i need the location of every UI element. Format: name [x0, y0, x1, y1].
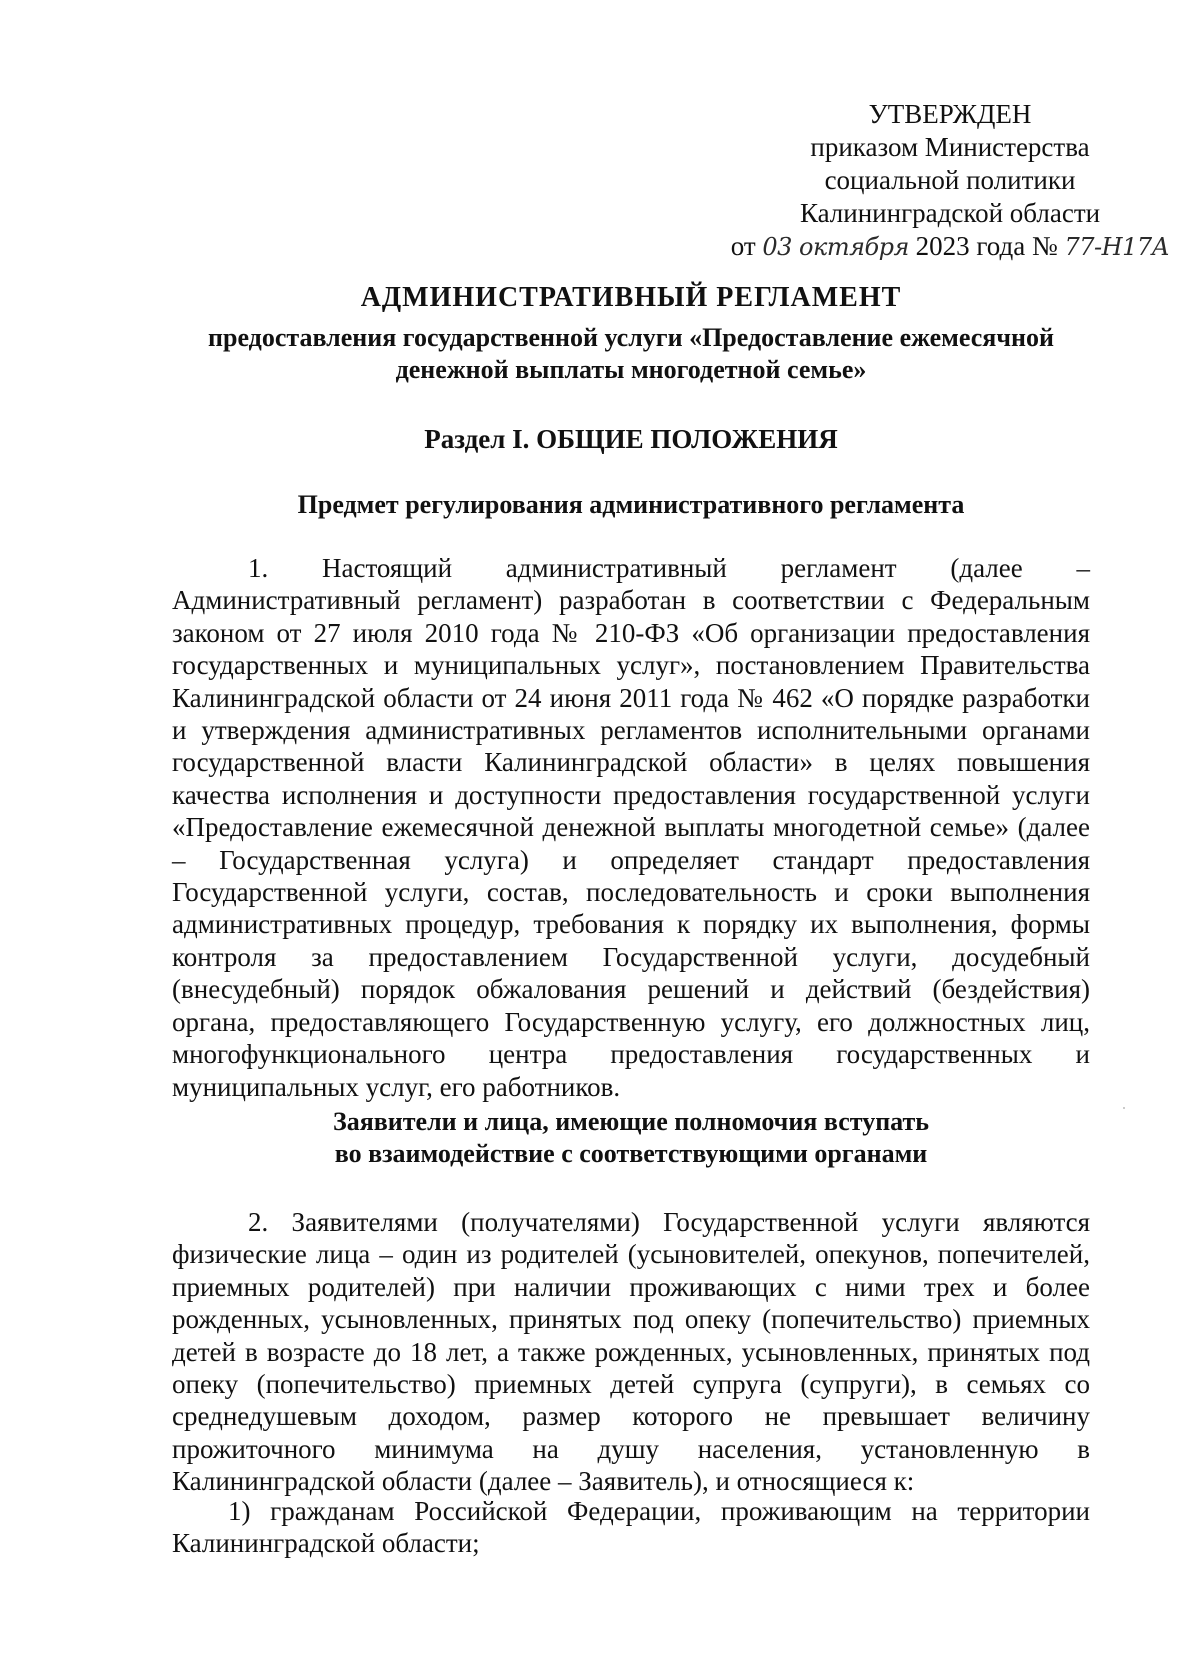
- applicants-heading-line-1: Заявители и лица, имеющие полномочия вступать: [332, 1107, 930, 1136]
- approval-label: УТВЕРЖДЕН: [868, 99, 1032, 129]
- document-subtitle-line-1: предоставления государственной услуги «Предоставление ежемесячной: [208, 323, 1054, 352]
- approval-date-line: [730, 230, 1170, 264]
- subject-heading: Предмет регулирования административного регламента: [297, 490, 965, 519]
- approval-ministry-line: социальной политики: [824, 165, 1076, 195]
- approval-date-prefix: от: [730, 231, 756, 261]
- approval-order-line: приказом Министерства: [810, 132, 1090, 162]
- handwritten-order-number: 77-Н17А: [1064, 233, 1170, 261]
- applicants-heading-line-2: во взаимодействие с соответствующими органами: [334, 1139, 928, 1168]
- document-title: АДМИНИСТРАТИВНЫЙ РЕГЛАМЕНТ: [360, 282, 902, 313]
- paragraph-1: 1. Настоящий административный регламент (далее – Административный регламент) разработан в соответствии с Федеральным законом от 27 июля 2010 года № 210-ФЗ «Об организации предоставления государственных и муниципальных услуг», постановлением Правительства Калининградской области от 24 июня 2011 года № 462 «О порядке разработки и утверждения административных регламентов исполнительными органами государственной власти Калининградской области» в целях повышения качества исполнения и доступности предоставления государственной услуги «Предоставление ежемесячной денежной выплаты многодетной семье» (далее – Государственная услуга) и определяет стандарт предоставления Государственной услуги, состав, последовательность и сроки выполнения административных процедур, требования к порядку их выполнения, формы контроля за предоставлением Государственной услуги, досудебный (внесудебный) порядок обжалования решений и действий (бездействия) органа, предоставляющего Государственную услугу, его должностных лиц, многофункционального центра предоставления государственных и муниципальных услуг, его работников.: [172, 553, 1090, 1102]
- applicants-heading: [170, 1106, 1092, 1170]
- approval-region-line: Калининградской области: [799, 198, 1101, 228]
- paragraph-2: 2. Заявителями (получателями) Государственной услуги являются физические лица – один из родителей (усыновителей, опекунов, попечителей, приемных родителей) при наличии проживающих с ними трех и более рожденных, усыновленных, принятых под опеку (попечительство) приемных детей в возрасте до 18 лет, а также рожденных, усыновленных, принятых под опеку (попечительство) приемных детей супруга (супруги), в семьях со среднедушевым доходом, размер которого не превышает величину прожиточного минимума на душу населения, установленную в Калининградской области (далее – Заявитель), и относящиеся к:: [172, 1207, 1090, 1497]
- approval-stamp: [730, 98, 1170, 264]
- document-subtitle: [170, 322, 1092, 386]
- section-heading: Раздел I. ОБЩИЕ ПОЛОЖЕНИЯ: [424, 424, 838, 454]
- document-subtitle-line-2: денежной выплаты многодетной семье»: [395, 355, 867, 384]
- handwritten-date: 03 октября: [762, 233, 909, 261]
- scan-speck: [1123, 1107, 1125, 1109]
- approval-year: 2023 года №: [915, 231, 1058, 261]
- paragraph-3: 1) гражданам Российской Федерации, проживающим на территории Калининградской области;: [172, 1496, 1090, 1559]
